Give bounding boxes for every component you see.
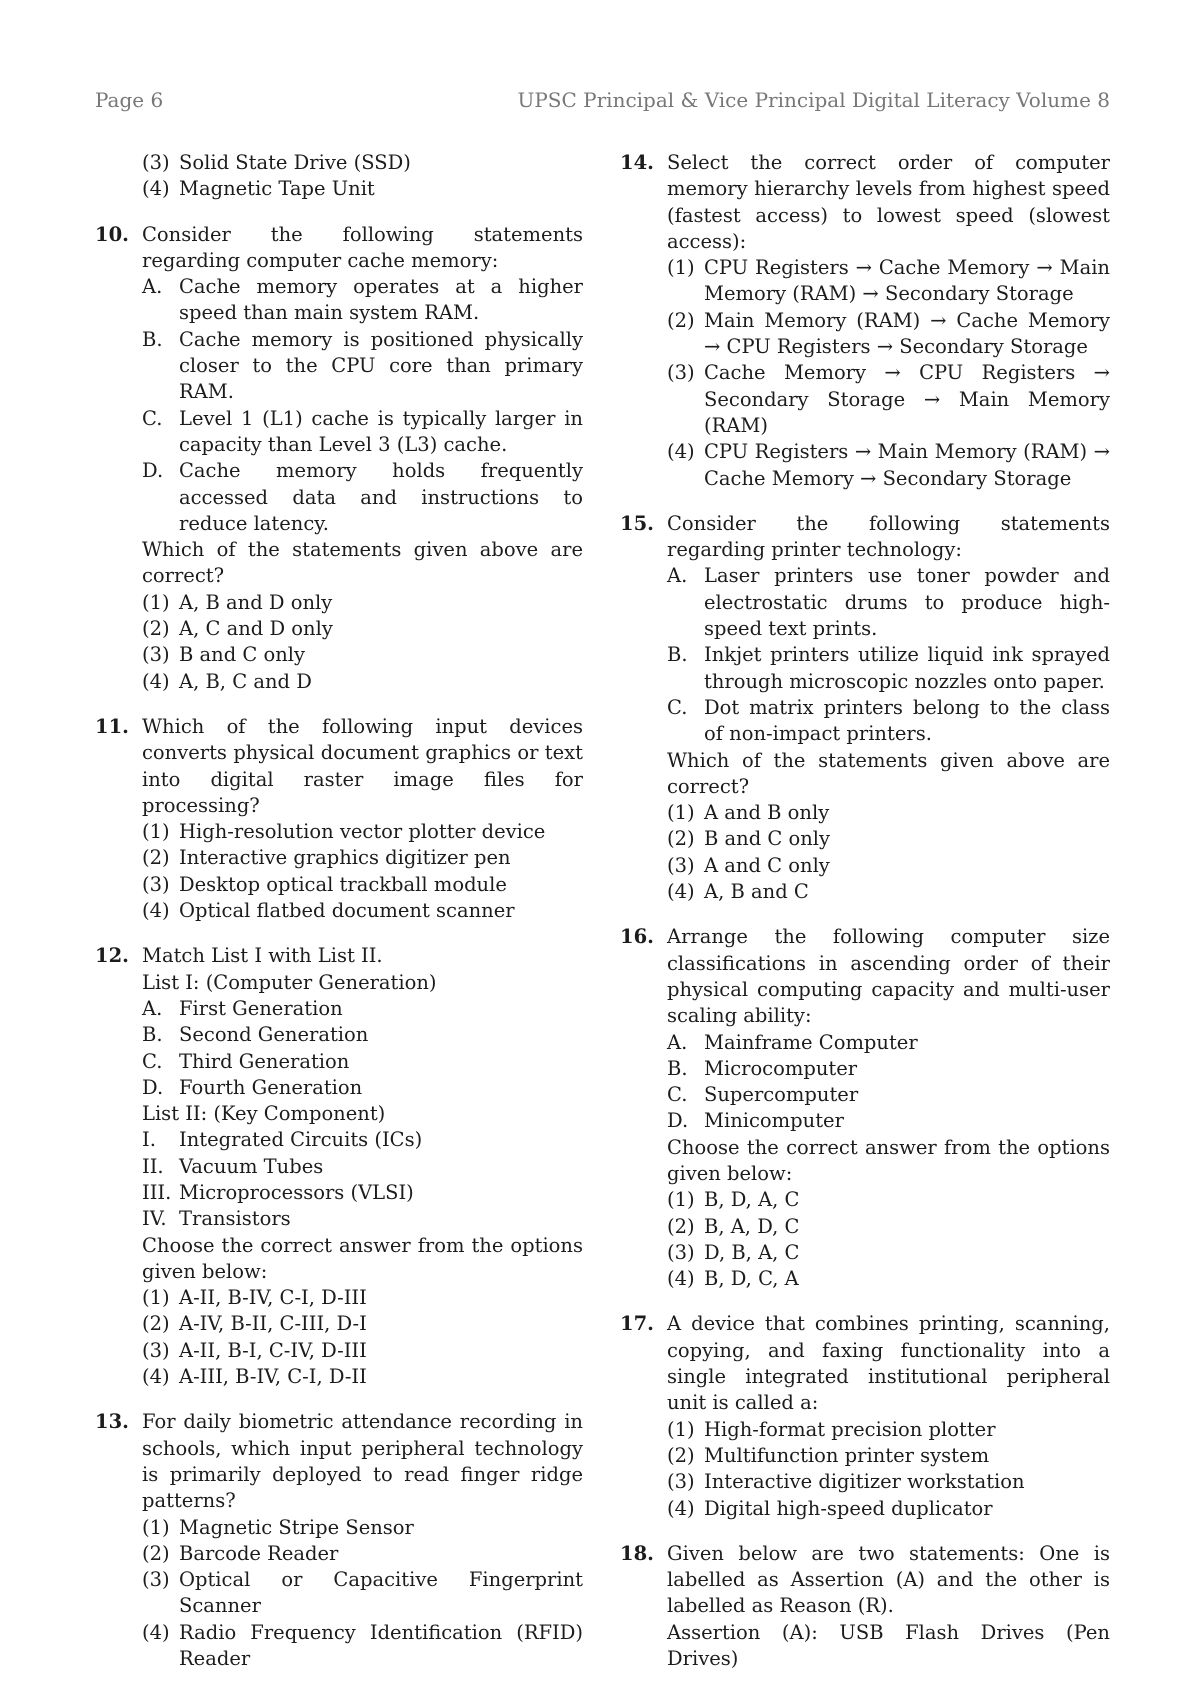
- assertion: Assertion (A): USB Flash Drives (Pen Drives): [667, 1620, 1110, 1671]
- question-stem: Which of the following input devices converts physical document graphics or text into digital raster image files for processing?: [142, 714, 583, 817]
- list-1-item: B. Second Generation: [142, 1023, 369, 1047]
- option: (3) Optical or Capacitive Fingerprint Scanner: [142, 1568, 583, 1618]
- question-stem: For daily biometric attendance recording in schools, which input peripheral technology is primarily deployed to read finger ridge patterns?: [142, 1410, 583, 1513]
- question-stem: Match List I with List II.: [142, 944, 383, 968]
- statement: A. Cache memory operates at a higher speed than main system RAM.: [142, 275, 583, 325]
- question-stem: Given below are two statements: One is labelled as Assertion (A) and the other is labelled as Reason (R).: [667, 1541, 1110, 1618]
- option: (2) A, C and D only: [142, 617, 333, 641]
- question-14: [620, 150, 1110, 492]
- question-stem: Consider the following statements regarding computer cache memory:: [142, 222, 583, 272]
- option: (1) High-resolution vector plotter device: [142, 820, 546, 844]
- option: (1) A, B and D only: [142, 590, 333, 614]
- option: (3) Desktop optical trackball module: [142, 872, 507, 896]
- option: (4) Optical flatbed document scanner: [142, 899, 515, 923]
- question-stem: Arrange the following computer size classifications in ascending order of their physical computing capacity and multi-user scaling ability:: [667, 925, 1110, 1028]
- list-2-item: III. Microprocessors (VLSI): [142, 1180, 414, 1204]
- question-stem: Consider the following statements regarding printer technology:: [667, 511, 1110, 562]
- option: (2) B, A, D, C: [667, 1214, 800, 1238]
- option: (2) Barcode Reader: [142, 1541, 339, 1565]
- question-number: 10.: [95, 222, 129, 246]
- list-2-item: II. Vacuum Tubes: [142, 1154, 324, 1178]
- option: (3) Solid State Drive (SSD): [142, 151, 411, 174]
- question-10: [95, 222, 583, 695]
- statement: C. Supercomputer: [667, 1083, 859, 1107]
- question-9-continuation: [95, 150, 583, 203]
- question-16: [620, 924, 1110, 1292]
- statement: B. Inkjet printers utilize liquid ink sprayed through microscopic nozzles onto paper.: [667, 643, 1110, 693]
- list-2-title: List II: (Key Component): [142, 1102, 386, 1126]
- question-number: 13.: [95, 1410, 129, 1434]
- question-13: [95, 1409, 583, 1672]
- question-number: 14.: [620, 151, 654, 174]
- list-1-title: List I: (Computer Generation): [142, 970, 437, 994]
- question-stem: A device that combines printing, scanning, copying, and faxing functionality into a single integrated institutional peripheral unit is called a:: [667, 1312, 1110, 1415]
- option: (4) A-III, B-IV, C-I, D-II: [142, 1365, 367, 1389]
- list-1-item: A. First Generation: [142, 996, 343, 1020]
- page-number: Page 6: [95, 88, 164, 112]
- option: (1) B, D, A, C: [667, 1188, 800, 1212]
- option: (1) A-II, B-IV, C-I, D-III: [142, 1286, 367, 1310]
- page-header: [95, 88, 1110, 112]
- option: (2) Main Memory (RAM) → Cache Memory → CPU Registers → Secondary Storage: [667, 308, 1110, 359]
- option: (3) B and C only: [142, 643, 306, 667]
- question-stem: Select the correct order of computer memory hierarchy levels from highest speed (fastest access) to lowest speed (slowest access):: [667, 151, 1110, 253]
- book-title: UPSC Principal & Vice Principal Digital Literacy Volume 8: [517, 88, 1110, 112]
- right-column: [620, 150, 1110, 1691]
- option: (2) A-IV, B-II, C-III, D-I: [142, 1312, 367, 1336]
- question-prompt: Which of the statements given above are correct?: [667, 748, 1110, 798]
- question-prompt: Choose the correct answer from the options given below:: [667, 1135, 1110, 1185]
- left-column: [95, 150, 583, 1691]
- statement: D. Cache memory holds frequently accessed data and instructions to reduce latency.: [142, 459, 583, 535]
- list-2-item: I. Integrated Circuits (ICs): [142, 1128, 423, 1152]
- question-number: 17.: [620, 1312, 654, 1336]
- option: (4) Radio Frequency Identification (RFID) Reader: [142, 1620, 583, 1671]
- option: (4) A, B and C: [667, 880, 809, 904]
- question-number: 18.: [620, 1541, 654, 1565]
- statement: B. Cache memory is positioned physically closer to the CPU core than primary RAM.: [142, 327, 583, 404]
- statement: B. Microcomputer: [667, 1056, 858, 1080]
- option: (2) Multifunction printer system: [667, 1443, 990, 1467]
- question-number: 12.: [95, 944, 129, 968]
- question-number: 16.: [620, 925, 654, 949]
- option: (3) Interactive digitizer workstation: [667, 1470, 1025, 1494]
- option: (3) D, B, A, C: [667, 1240, 800, 1264]
- option: (1) CPU Registers → Cache Memory → Main Memory (RAM) → Secondary Storage: [667, 256, 1110, 306]
- option: (4) Magnetic Tape Unit: [142, 177, 375, 201]
- list-1-item: D. Fourth Generation: [142, 1075, 363, 1099]
- question-15: [620, 511, 1110, 905]
- option: (4) CPU Registers → Main Memory (RAM) → Cache Memory → Secondary Storage: [667, 440, 1110, 490]
- question-12: [95, 943, 583, 1390]
- option: (1) High-format precision plotter: [667, 1417, 996, 1441]
- statement: A. Mainframe Computer: [667, 1030, 918, 1054]
- option: (3) A and C only: [667, 853, 830, 877]
- statement: D. Minicomputer: [667, 1109, 844, 1133]
- question-17: [620, 1311, 1110, 1521]
- option: (3) A-II, B-I, C-IV, D-III: [142, 1338, 367, 1362]
- option: (1) Magnetic Stripe Sensor: [142, 1515, 414, 1539]
- option: (4) B, D, C, A: [667, 1267, 799, 1291]
- statement: C. Level 1 (L1) cache is typically larger in capacity than Level 3 (L3) cache.: [142, 406, 583, 456]
- question-11: [95, 714, 583, 924]
- statement: A. Laser printers use toner powder and electrostatic drums to produce high-speed text prints.: [667, 564, 1110, 641]
- list-1-item: C. Third Generation: [142, 1049, 350, 1073]
- option: (4) A, B, C and D: [142, 669, 312, 693]
- list-2-item: IV. Transistors: [142, 1207, 291, 1231]
- option: (2) B and C only: [667, 827, 831, 851]
- option: (2) Interactive graphics digitizer pen: [142, 846, 511, 870]
- question-number: 11.: [95, 714, 129, 738]
- option: (3) Cache Memory → CPU Registers → Secondary Storage → Main Memory (RAM): [667, 361, 1110, 437]
- statement: C. Dot matrix printers belong to the class of non-impact printers.: [667, 695, 1110, 746]
- question-prompt: Which of the statements given above are correct?: [142, 538, 583, 588]
- question-prompt: Choose the correct answer from the options given below:: [142, 1233, 583, 1283]
- question-18: [620, 1541, 1110, 1672]
- question-number: 15.: [620, 511, 654, 535]
- option: (4) Digital high-speed duplicator: [667, 1496, 993, 1520]
- option: (1) A and B only: [667, 801, 830, 825]
